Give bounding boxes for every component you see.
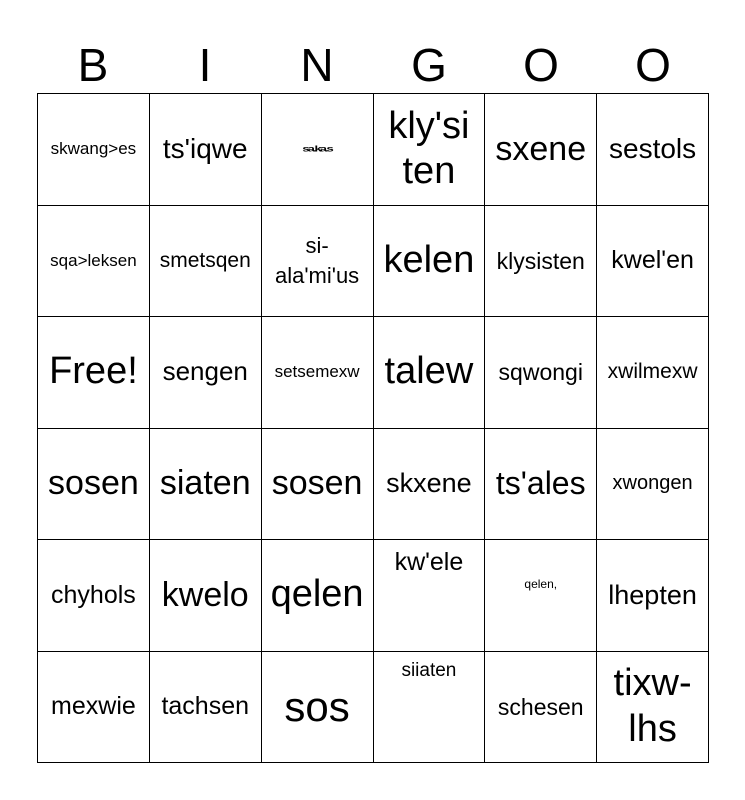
bingo-cell: xwilmexw	[597, 317, 709, 429]
bingo-cell: smetsqen	[150, 206, 262, 318]
bingo-cell: tachsen	[150, 652, 262, 764]
bingo-cell: sos	[262, 652, 374, 764]
bingo-cell: sestols	[597, 94, 709, 206]
bingo-cell: ts'ales	[485, 429, 597, 541]
bingo-cell: talew	[374, 317, 486, 429]
bingo-cell: klysisten	[485, 206, 597, 318]
bingo-header	[37, 38, 709, 92]
bingo-cell: sqa>leksen	[38, 206, 150, 318]
bingo-cell: chyhols	[38, 540, 150, 652]
bingo-cell: sxene	[485, 94, 597, 206]
free-space-cell: Free!	[38, 317, 150, 429]
bingo-cell: si-ala'mi'us	[262, 206, 374, 318]
bingo-cell: schesen	[485, 652, 597, 764]
bingo-cell	[262, 94, 374, 206]
bingo-cell: kw'ele	[374, 540, 486, 652]
header-letter-b: B	[77, 39, 109, 91]
header-letter-g: G	[411, 39, 447, 91]
bingo-cell-text: sa.ka.s	[302, 144, 332, 154]
bingo-cell: siiaten	[374, 652, 486, 764]
bingo-cell: qelen	[262, 540, 374, 652]
bingo-cell: tixw-lhs	[597, 652, 709, 764]
bingo-cell: kwelo	[150, 540, 262, 652]
header-letter-o: O	[523, 39, 559, 91]
bingo-cell: kly'si ten	[374, 94, 486, 206]
bingo-cell: siaten	[150, 429, 262, 541]
bingo-cell: lhepten	[597, 540, 709, 652]
bingo-cell: ts'iqwe	[150, 94, 262, 206]
bingo-cell: qelen,	[485, 540, 597, 652]
bingo-cell: kelen	[374, 206, 486, 318]
bingo-cell: sosen	[262, 429, 374, 541]
bingo-cell: skwang>es	[38, 94, 150, 206]
bingo-grid	[37, 93, 709, 763]
bingo-cell: kwel'en	[597, 206, 709, 318]
bingo-cell: xwongen	[597, 429, 709, 541]
bingo-cell: sqwongi	[485, 317, 597, 429]
bingo-cell: setsemexw	[262, 317, 374, 429]
bingo-cell: sengen	[150, 317, 262, 429]
bingo-cell: skxene	[374, 429, 486, 541]
header-letter-i: I	[198, 39, 212, 91]
header-letter-o-2: O	[635, 39, 671, 91]
bingo-cell: sosen	[38, 429, 150, 541]
header-letter-n: N	[300, 39, 334, 91]
bingo-cell: mexwie	[38, 652, 150, 764]
